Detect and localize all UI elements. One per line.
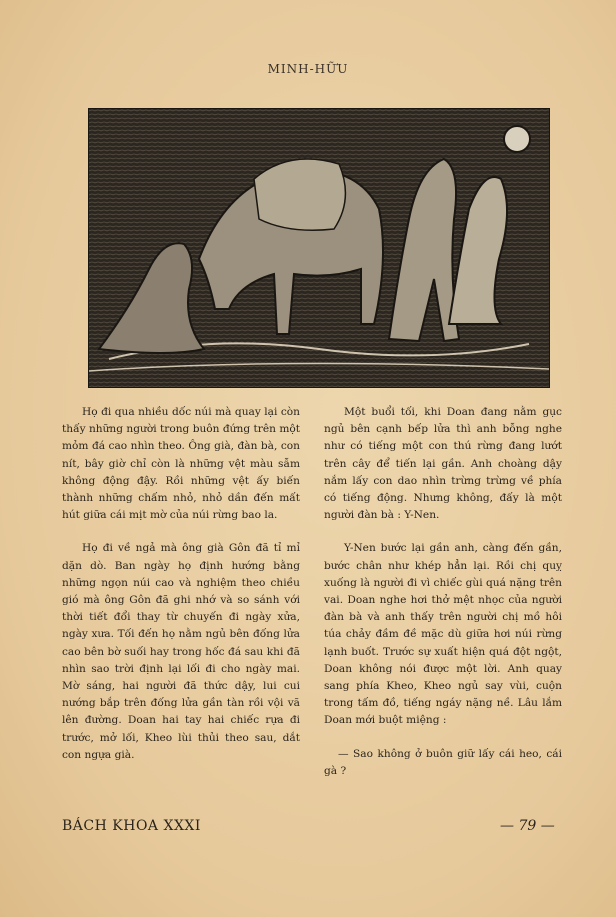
magazine-name: BÁCH KHOA XXXI [62, 818, 201, 834]
right-paragraph-2: Y-Nen bước lại gần anh, càng đến gần, bước chân như khép hẳn lại. Rồi chị quỵ xuống là người đi vì chiếc gùi quá nặng trên vai. Doan nghe hơi thở mệt nhọc của người đàn bà và anh thấy trên người chị mồ hôi túa chảy đầm đề mặc dù giữa hơi núi rừng lạnh buốt. Trước sự xuất hiện quá đột ngột, Doan không nói được một lời. Anh quay sang phía Kheo, Kheo ngủ say vùi, cuộn trong tấm đồ, tiếng ngáy nặng nề. Lâu lắm Doan mới buột miệng : [324, 542, 562, 727]
right-paragraph-1: Một buổi tối, khi Doan đang nằm gục ngủ bên cạnh bếp lửa thì anh bỗng nghe như có tiếng một con thú rừng đang lướt trên cây để tiến lại gần. Anh choàng dậy nắm lấy con dao nhìn trừng trừng về phía có tiếng động. Nhưng không, đấy là một người đàn bà : Y-Nen. [324, 406, 562, 522]
left-text-column [62, 404, 300, 780]
left-paragraph-1: Họ đi qua nhiều dốc núi mà quay lại còn thấy những người trong buôn đứng trên một mỏm đá cao nhìn theo. Ông già, đàn bà, con nít, bây giờ chỉ còn là những vệt màu sẫm không động đậy. Rồi những vệt ấy biến thành những chấm nhỏ, nhỏ dần đến mất hút giữa cái mịt mờ của núi rừng bao la. [62, 406, 300, 522]
left-paragraph-2: Họ đi về ngả mà ông già Gôn đã tỉ mỉ dặn dò. Ban ngày họ định hướng bằng những ngọn núi cao và nghiệm theo chiều gió mà ông Gôn đã ghi nhớ và so sánh với thời tiết đổi thay từ chuyến đi ngày xửa, ngày xưa. Tối đến họ nằm ngủ bên đống lửa cao bên bờ suối hay trong hốc đá sau khi đã nhìn sao trời định lại lối đi cho ngày mai. Mờ sáng, hai người đã thức dậy, lui cui nướng bắp trên đống lửa gần tàn rồi vội vã lên đường. Doan hai tay hai chiếc rựa đi trước, mở lối, Kheo lùi thủi theo sau, dắt con ngựa già. [62, 542, 300, 761]
woodcut-illustration-icon [88, 108, 550, 388]
page-number: — 79 — [500, 818, 555, 834]
page-header-author: MINH-HỮU [267, 62, 349, 76]
right-dialog-line: — Sao không ở buôn giữ lấy cái heo, cái gà ? [324, 747, 562, 777]
right-text-column [324, 404, 562, 796]
